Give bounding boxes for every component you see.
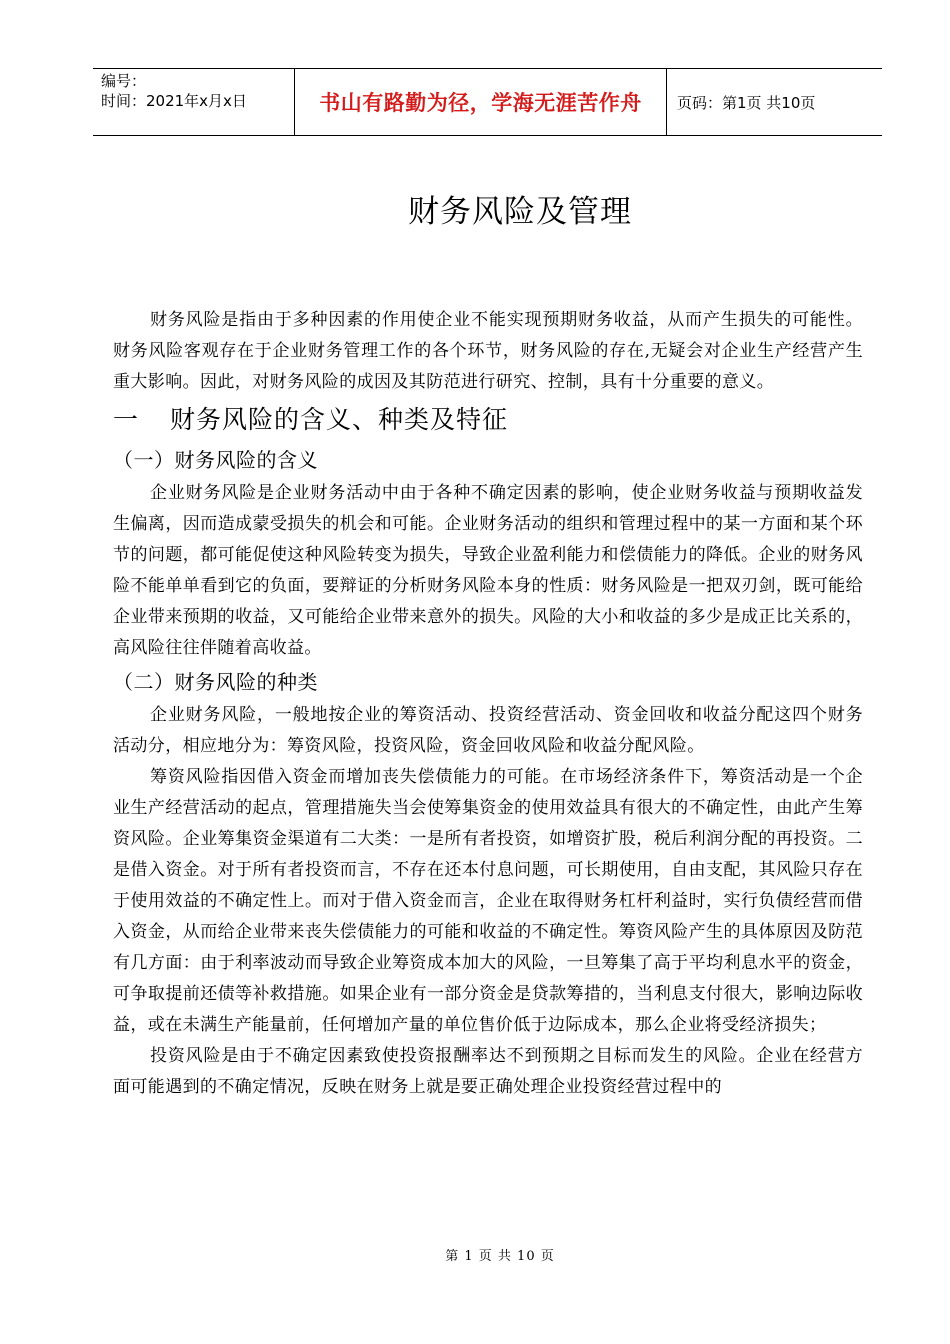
types-paragraph-3: 投资风险是由于不确定因素致使投资报酬率达不到预期之目标而发生的风险。企业在经营方面可能遇到的不确定情况，反映在财务上就是要正确处理企业投资经营过程中的 bbox=[113, 1046, 863, 1097]
document-title: 财务风险及管理 bbox=[408, 194, 632, 230]
subsection-heading-types: （二）财务风险的种类 bbox=[113, 670, 318, 694]
header-page-info: 页码：第1页 共10页 bbox=[677, 93, 816, 112]
header-meta bbox=[93, 69, 294, 135]
section-heading bbox=[113, 400, 863, 440]
types-paragraph-2: 筹资风险指因借入资金而增加丧失偿债能力的可能。在市场经济条件下，筹资活动是一个企业生产经营活动的起点，管理措施失当会使筹集资金的使用效益具有很大的不确定性，由此产生筹资风险。企业筹集资金渠道有二大类：一是所有者投资，如增资扩股，税后利润分配的再投资。二是借入资金。对于所有者投资而言，不存在还本付息问题，可长期使用，自由支配，其风险只存在于使用效益的不确定性上。而对于借入资金而言，企业在取得财务杠杆利益时，实行负债经营而借入资金，从而给企业带来丧失偿债能力的可能和收益的不确定性。筹资风险产生的具体原因及防范有几方面：由于利率波动而导致企业筹资成本加大的风险，一旦筹集了高于平均利息水平的资金，可争取提前还债等补救措施。如果企业有一部分资金是贷款筹措的，当利息支付很大，影响边际收益，或在未满生产能量前，任何增加产量的单位售价低于边际成本，那么企业将受经济损失； bbox=[113, 767, 863, 1035]
header-time-label: 时间：2021年x月x日 bbox=[101, 92, 247, 110]
document-header bbox=[93, 68, 882, 136]
types-paragraph-1: 企业财务风险，一般地按企业的筹资活动、投资经营活动、资金回收和收益分配这四个财务活动分，相应地分为：筹资风险，投资风险，资金回收风险和收益分配风险。 bbox=[113, 705, 863, 756]
header-motto-cell bbox=[294, 69, 667, 135]
intro-paragraph: 财务风险是指由于多种因素的作用使企业不能实现预期财务收益，从而产生损失的可能性。财务风险客观存在于企业财务管理工作的各个环节，财务风险的存在,无疑会对企业生产经营产生重大影响。因此，对财务风险的成因及其防范进行研究、控制，具有十分重要的意义。 bbox=[113, 310, 863, 392]
subsection-heading-meaning: （一）财务风险的含义 bbox=[113, 448, 318, 472]
meaning-paragraph: 企业财务风险是企业财务活动中由于各种不确定因素的影响，使企业财务收益与预期收益发生偏离，因而造成蒙受损失的机会和可能。企业财务活动的组织和管理过程中的某一方面和某个环节的问题，都可能促使这种风险转变为损失，导致企业盈利能力和偿债能力的降低。企业的财务风险不能单单看到它的负面，要辩证的分析财务风险本身的性质：财务风险是一把双刃剑，既可能给企业带来预期的收益，又可能给企业带来意外的损失。风险的大小和收益的多少是成正比关系的，高风险往往伴随着高收益。 bbox=[113, 483, 863, 658]
header-number-label: 编号： bbox=[101, 72, 147, 90]
section-title: 财务风险的含义、种类及特征 bbox=[170, 405, 509, 434]
document-body bbox=[113, 305, 863, 1103]
page-footer: 第 1 页 共 10 页 bbox=[445, 1249, 555, 1264]
section-number: 一 bbox=[113, 405, 140, 434]
header-motto: 书山有路勤为径，学海无涯苦作舟 bbox=[319, 91, 642, 115]
